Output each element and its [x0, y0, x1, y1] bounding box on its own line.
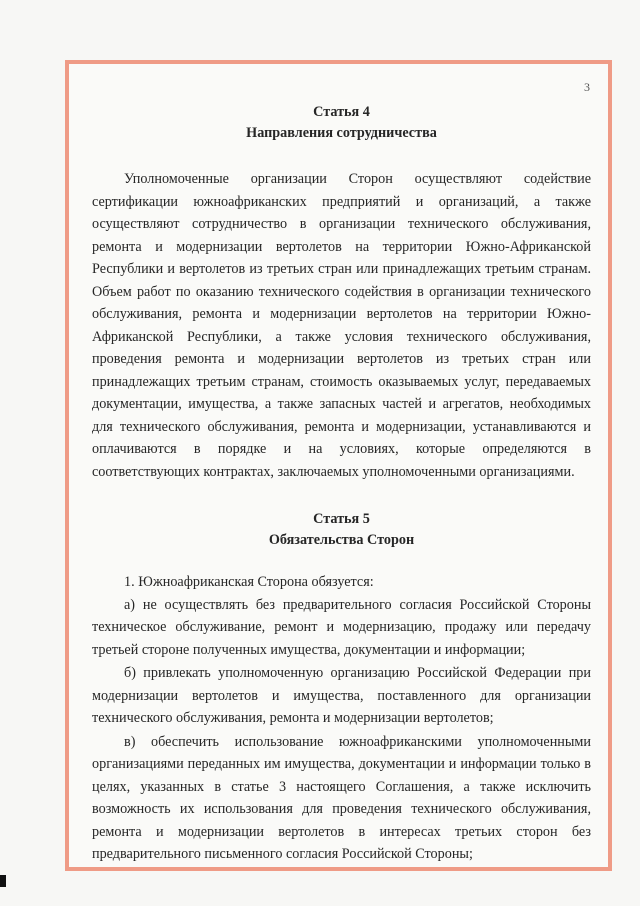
scan-edge-mark: [0, 875, 6, 887]
article-5-intro: 1. Южноафриканская Сторона обязуется:: [124, 574, 374, 590]
page-frame: [65, 60, 612, 871]
obligation-item-c: в) обеспечить использование южноафриканскими уполномоченными организациями переданных им имущества, документации и информации только в целях, указанных в статье 3 настоящего Соглашения, а также исключить возможность их использования для проведения технического обслуживания, ремонта и модернизации вертолетов в интересах третьих сторон без предварительного письменного согласия Российской Стороны;: [92, 733, 591, 862]
article-4-subtitle: Направления сотрудничества: [246, 125, 437, 141]
article-5-title: Статья 5: [313, 511, 370, 527]
article-5-subtitle: Обязательства Сторон: [268, 532, 415, 548]
article-4-paragraph: Уполномоченные организации Сторон осуществляют содействие сертификации южноафриканских предприятий и организаций, а также осуществляют сотрудничество в организации технического обслуживания, ремонта и модернизации вертолетов на территории Южно-Африканской Республики и вертолетов из третьих стран или принадлежащих третьим странам. Объем работ по оказанию технического содействия в организации технического обслуживания, ремонта и модернизации вертолетов на территории Южно-Африканской Республики, а также условия технического обслуживания, проведения ремонта и модернизации вертолетов из третьих стран или принадлежащих третьим странам, стоимость оказываемых услуг, передаваемых документации, имущества, а также запасных частей и агрегатов, необходимых для технического обслуживания, ремонта и модернизации, устанавливаются и оплачиваются в порядке и на условиях, которые определяются в соответствующих контрактах, заключаемых уполномоченными организациями.: [92, 171, 591, 480]
obligation-item-b: б) привлекать уполномоченную организацию Российской Федерации при модернизации вертолетов и имущества, поставленного для организации технического обслуживания, ремонта и модернизации вертолетов;: [92, 665, 591, 726]
document-body: [92, 102, 591, 866]
obligation-item-a: а) не осуществлять без предварительного согласия Российской Стороны техническое обслуживание, ремонт и модернизацию, продажу или передачу третьей стороне полученных имущества, документации и информации;: [92, 596, 591, 658]
article-4-title: Статья 4: [313, 104, 370, 120]
page-number: 3: [584, 80, 590, 94]
